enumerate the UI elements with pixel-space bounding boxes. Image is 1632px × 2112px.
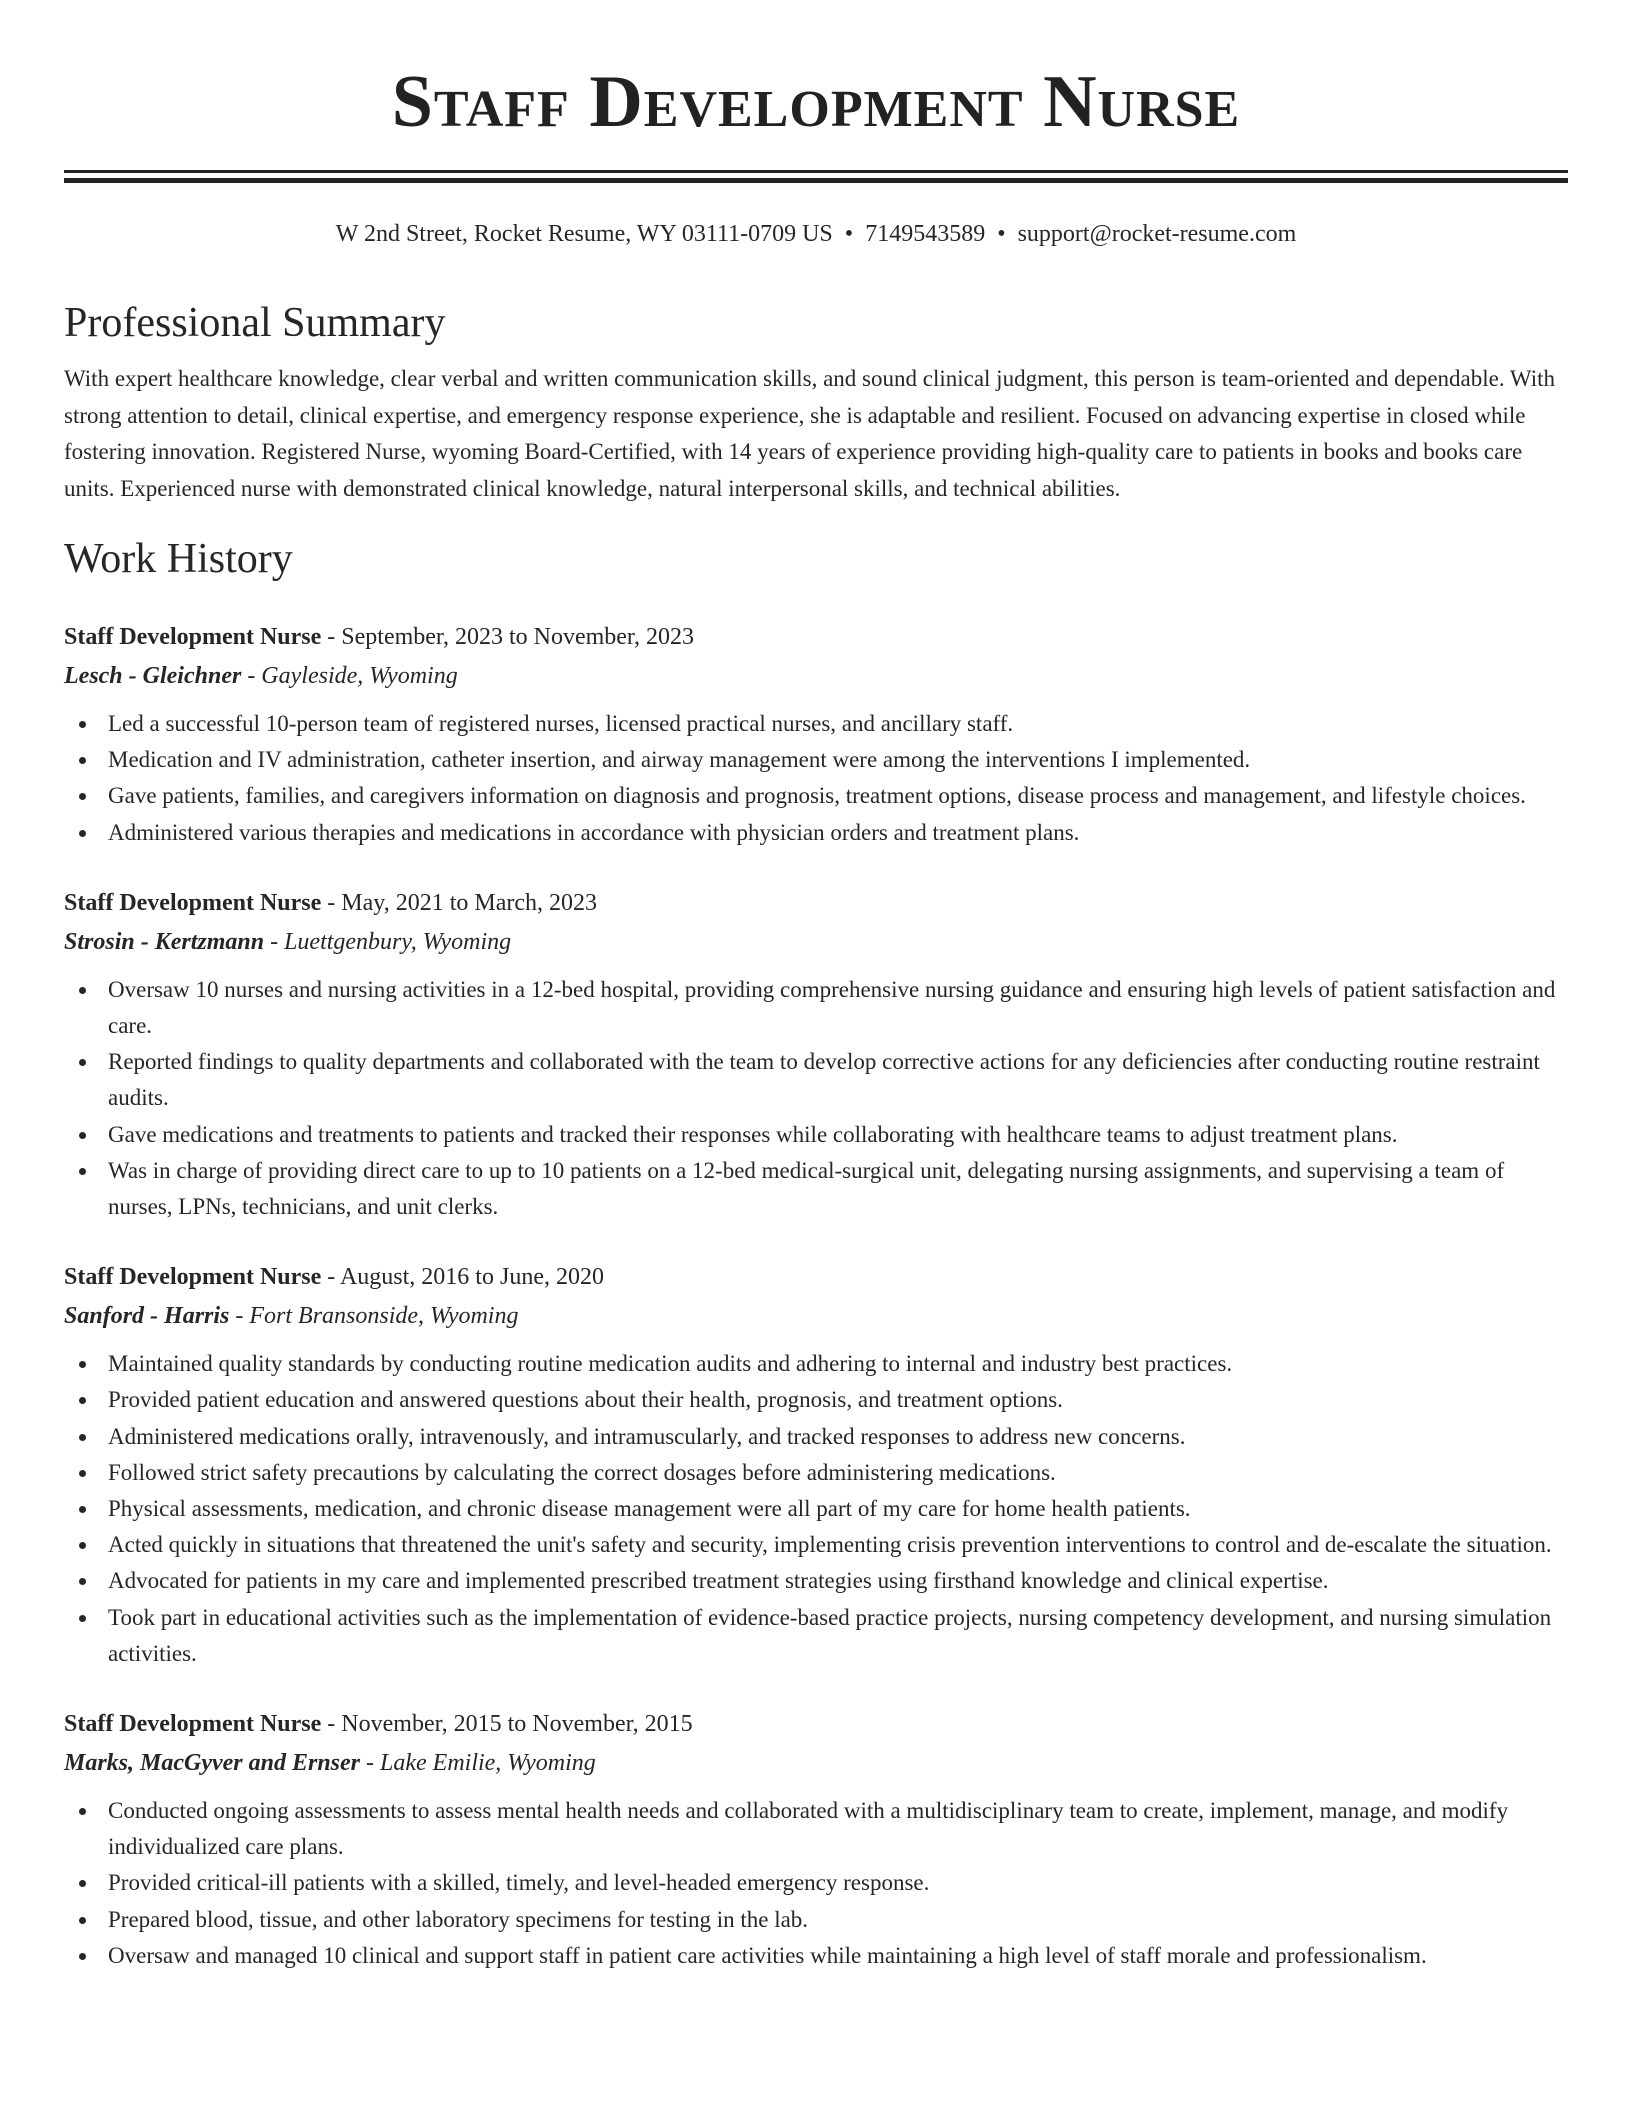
contact-separator: • xyxy=(997,221,1006,247)
job-bullet: Was in charge of providing direct care to up to 10 patients on a 12-bed medical-surgical unit, delegating nursing assignments, and supervising a team of nurses, LPNs, technicians, and unit clerks. xyxy=(108,1153,1568,1225)
work-history-heading: Work History xyxy=(64,536,293,582)
job-bullet: Gave medications and treatments to patients and tracked their responses while collaborating with healthcare teams to adjust treatment plans. xyxy=(108,1117,1568,1153)
job-company-line xyxy=(64,660,1568,692)
job-bullet: Led a successful 10-person team of registered nurses, licensed practical nurses, and ancillary staff. xyxy=(108,706,1568,742)
contact-address: W 2nd Street, Rocket Resume, WY 03111-0709 US xyxy=(335,221,833,247)
job-title-line xyxy=(64,1708,1568,1740)
job-bullet: Gave patients, families, and caregivers information on diagnosis and prognosis, treatment options, disease process and management, and lifestyle choices. xyxy=(108,778,1568,814)
job-dates: - November, 2015 to November, 2015 xyxy=(321,1711,693,1738)
job-bullet-list xyxy=(64,1346,1568,1672)
job-entry xyxy=(64,1261,1568,1672)
job-title: Staff Development Nurse xyxy=(64,624,322,650)
job-bullet-list xyxy=(64,1793,1568,1974)
job-title: Staff Development Nurse xyxy=(64,1711,322,1738)
job-bullet: Advocated for patients in my care and implemented prescribed treatment strategies using firsthand knowledge and clinical expertise. xyxy=(108,1563,1568,1599)
job-bullet: Administered various therapies and medications in accordance with physician orders and treatment plans. xyxy=(108,815,1568,851)
job-entry xyxy=(64,887,1568,1225)
job-location: - Luettgenbury, Wyoming xyxy=(264,928,512,955)
job-title-line xyxy=(64,887,1568,919)
job-location: - Fort Bransonside, Wyoming xyxy=(229,1303,519,1330)
job-dates: - May, 2021 to March, 2023 xyxy=(321,889,598,916)
resume-name: Staff Development Nurse xyxy=(391,61,1241,143)
job-bullet-list xyxy=(64,706,1568,851)
header-rule-thin xyxy=(64,170,1568,173)
job-title-line xyxy=(64,1261,1568,1293)
summary-heading: Professional Summary xyxy=(64,300,446,346)
job-bullet: Medication and IV administration, catheter insertion, and airway management were among the interventions I implemented. xyxy=(108,742,1568,778)
job-bullet-list xyxy=(64,972,1568,1225)
job-bullet: Acted quickly in situations that threatened the unit's safety and security, implementing crisis prevention interventions to control and de-escalate the situation. xyxy=(108,1527,1568,1563)
contact-email: support@rocket-resume.com xyxy=(1017,221,1297,247)
job-title: Staff Development Nurse xyxy=(64,1264,322,1291)
job-bullet: Provided patient education and answered questions about their health, prognosis, and treatment options. xyxy=(108,1382,1568,1418)
job-company: Lesch - Gleichner xyxy=(64,663,242,689)
job-company-line xyxy=(64,1747,1568,1779)
job-title-line xyxy=(64,621,1568,653)
job-bullet: Provided critical-ill patients with a skilled, timely, and level-headed emergency response. xyxy=(108,1865,1568,1901)
job-entry xyxy=(64,1708,1568,1974)
job-bullet: Oversaw 10 nurses and nursing activities in a 12-bed hospital, providing comprehensive nursing guidance and ensuring high levels of patient satisfaction and care. xyxy=(108,972,1568,1044)
work-history-list xyxy=(64,621,1568,1974)
job-company: Marks, MacGyver and Ernser xyxy=(64,1750,361,1777)
job-bullet: Followed strict safety precautions by calculating the correct dosages before administering medications. xyxy=(108,1455,1568,1491)
summary-text: With expert healthcare knowledge, clear verbal and written communication skills, and sound clinical judgment, this person is team-oriented and dependable. With strong attention to detail, clinical expertise, and emergency response experience, she is adaptable and resilient. Focused on advancing expertise in closed while fostering innovation. Registered Nurse, wyoming Board-Certified, with 14 years of experience providing high-quality care to patients in books and books care units. Experienced nurse with demonstrated clinical knowledge, natural interpersonal skills, and technical abilities. xyxy=(64,366,1555,501)
contact-phone: 7149543589 xyxy=(865,221,986,247)
job-bullet: Administered medications orally, intravenously, and intramuscularly, and tracked responses to address new concerns. xyxy=(108,1419,1568,1455)
job-bullet: Prepared blood, tissue, and other laboratory specimens for testing in the lab. xyxy=(108,1902,1568,1938)
job-bullet: Oversaw and managed 10 clinical and support staff in patient care activities while maintaining a high level of staff morale and professionalism. xyxy=(108,1938,1568,1974)
job-company: Strosin - Kertzmann xyxy=(64,928,265,955)
job-dates: - August, 2016 to June, 2020 xyxy=(321,1264,604,1291)
job-entry xyxy=(64,621,1568,851)
job-bullet: Physical assessments, medication, and chronic disease management were all part of my care for home health patients. xyxy=(108,1491,1568,1527)
job-dates: - September, 2023 to November, 2023 xyxy=(321,624,694,650)
contact-separator: • xyxy=(844,221,854,247)
job-bullet: Reported findings to quality departments and collaborated with the team to develop corrective actions for any deficiencies after conducting routine restraint audits. xyxy=(108,1044,1568,1116)
job-bullet: Took part in educational activities such as the implementation of evidence-based practice projects, nursing competency development, and nursing simulation activities. xyxy=(108,1600,1568,1672)
resume-page xyxy=(64,0,1568,1974)
job-company-line xyxy=(64,926,1568,958)
job-bullet: Conducted ongoing assessments to assess mental health needs and collaborated with a multidisciplinary team to create, implement, manage, and modify individualized care plans. xyxy=(108,1793,1568,1865)
job-bullet: Maintained quality standards by conducting routine medication audits and adhering to internal and industry best practices. xyxy=(108,1346,1568,1382)
job-title: Staff Development Nurse xyxy=(64,889,322,916)
job-company: Sanford - Harris xyxy=(64,1303,230,1330)
contact-line xyxy=(64,219,1568,249)
job-company-line xyxy=(64,1300,1568,1332)
header-rule-thick xyxy=(64,178,1568,183)
job-location: - Gayleside, Wyoming xyxy=(241,663,458,689)
job-location: - Lake Emilie, Wyoming xyxy=(360,1750,596,1777)
